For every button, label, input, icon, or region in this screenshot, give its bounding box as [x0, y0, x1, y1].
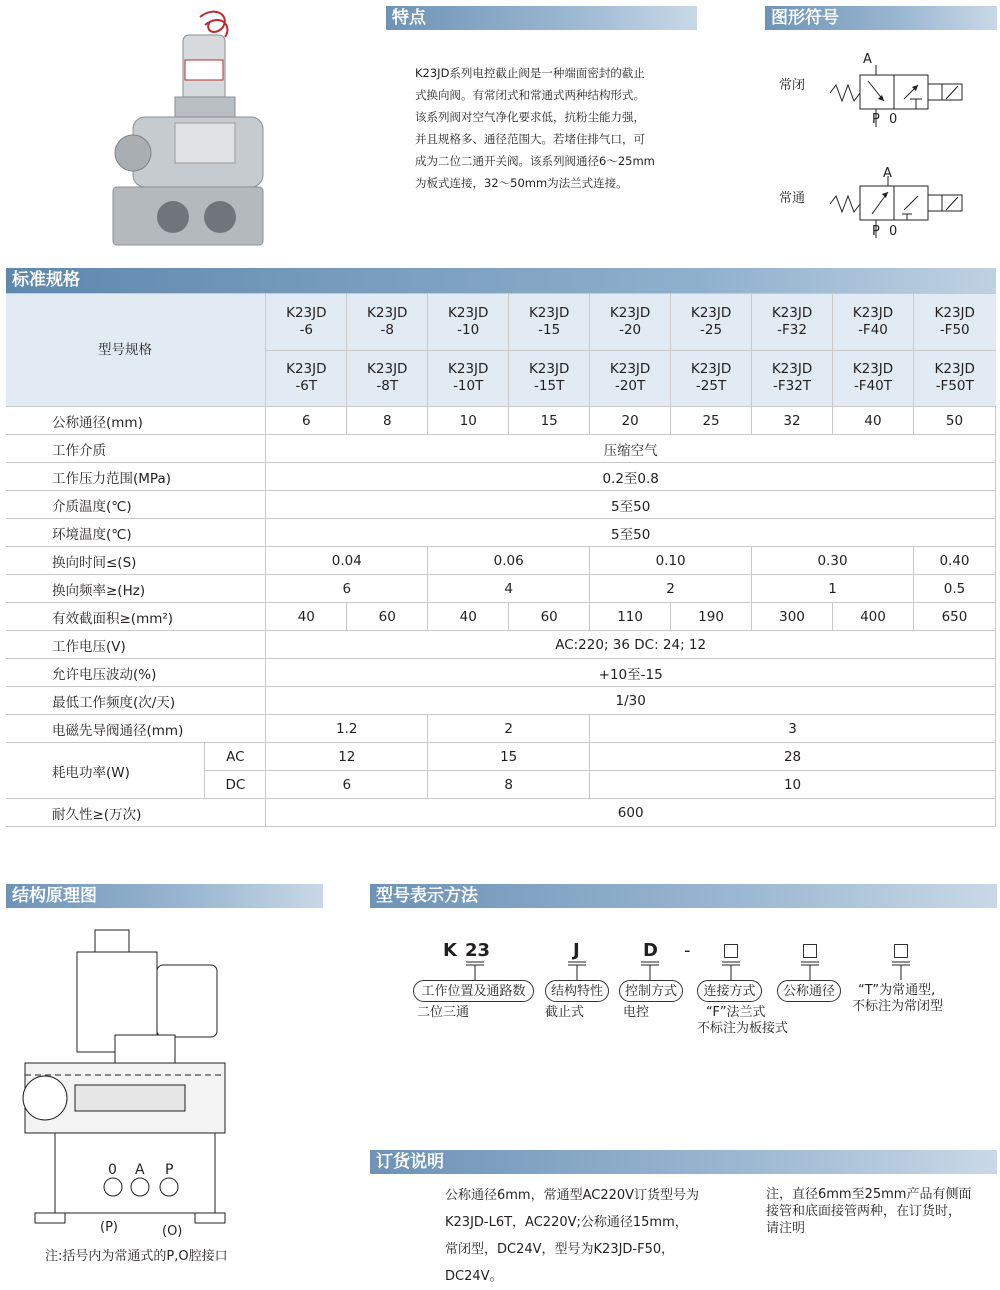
cell: 15 [509, 407, 590, 435]
intro-line: K23JD系列电控截止阀是一种端面密封的截止 [415, 66, 645, 80]
model-cell: K23JD -F40 [833, 294, 914, 351]
pill-connection: 连接方式 [697, 980, 762, 1002]
pill-position-paths: 工作位置及通路数 [413, 980, 534, 1002]
cell: 2 [590, 575, 752, 603]
intro-line: 为板式连接，32～50mm为法兰式连接。 [415, 176, 628, 190]
cell: 25 [671, 407, 752, 435]
code-23: 23 [465, 940, 491, 961]
model-cell: K23JD -8 [347, 294, 428, 351]
cell: 0.5 [913, 575, 995, 603]
sub-connection-f: “F”法兰式 [706, 1005, 766, 1020]
pill-control: 控制方式 [619, 980, 683, 1002]
cell: 40 [428, 603, 509, 631]
order-note [766, 1186, 994, 1237]
cell: 5至50 [266, 491, 996, 519]
symbol-nc-port-a: A [863, 52, 872, 67]
spec-table [6, 293, 996, 827]
row-label: 电磁先导阀通径(mm) [6, 715, 266, 743]
cell: 28 [590, 743, 996, 771]
intro-line: 成为二位二通开关阀。该系列阀通径6～25mm [415, 154, 655, 168]
model-cell: K23JD -8T [347, 350, 428, 407]
cell: 0.10 [590, 547, 752, 575]
cell: 6 [266, 407, 347, 435]
row-label: 最低工作频度(次/天) [6, 687, 266, 715]
symbol-nc-port-0: 0 [889, 112, 898, 127]
cell: 0.30 [752, 547, 914, 575]
row-label: 耗电功率(W) [6, 743, 205, 799]
structure-note: 注:括号内为常通式的P,O腔接口 [45, 1249, 228, 1264]
code-box-connection [724, 944, 738, 958]
cell: 12 [266, 743, 428, 771]
row-label: 换向频率≥(Hz) [6, 575, 266, 603]
code-dash: - [684, 940, 691, 961]
code-connector-lines [0, 958, 1000, 982]
cell: 8 [347, 407, 428, 435]
order-text [445, 1182, 745, 1290]
spec-header: 标准规格 [6, 268, 996, 293]
model-cell: K23JD -10 [428, 294, 509, 351]
cell: 15 [428, 743, 590, 771]
row-label: 工作电压(V) [6, 631, 266, 659]
features-header: 特点 [386, 6, 697, 30]
structure-port-a: A [135, 1162, 145, 1178]
row-label: 环境温度(℃) [6, 519, 266, 547]
cell: 3 [590, 715, 996, 743]
cell: 300 [752, 603, 833, 631]
cell: 2 [428, 715, 590, 743]
cell: 8 [428, 771, 590, 799]
model-cell: K23JD -15 [509, 294, 590, 351]
cell: 10 [428, 407, 509, 435]
order-line: 常闭型，DC24V，型号为K23JD-F50， [445, 1242, 675, 1257]
cell: 600 [266, 799, 996, 827]
cell: +10至-15 [266, 659, 996, 687]
cell: AC:220; 36 DC: 24; 12 [266, 631, 996, 659]
cell: 0.04 [266, 547, 428, 575]
intro-line: 该系列阀对空气净化要求低，抗粉尘能力强， [415, 110, 645, 124]
model-cell: K23JD -6T [266, 350, 347, 407]
code-box-type [894, 944, 908, 958]
model-cell: K23JD -F50T [913, 350, 995, 407]
cell: 0.40 [913, 547, 995, 575]
sub-position: 二位三通 [417, 1005, 470, 1020]
structure-paren-o: (O) [162, 1224, 183, 1239]
cell: 压缩空气 [266, 435, 996, 463]
cell: 650 [913, 603, 995, 631]
cell: 6 [266, 771, 428, 799]
product-photo [105, 5, 275, 250]
code-box-bore [803, 944, 817, 958]
model-cell: K23JD -20 [590, 294, 671, 351]
model-cell: K23JD -F32T [752, 350, 833, 407]
row-label: 介质温度(℃) [6, 491, 266, 519]
code-j: J [573, 940, 580, 961]
row-label: 工作压力范围(MPa) [6, 463, 266, 491]
order-note-line: 接管和底面接管两种，在订货时， [766, 1204, 962, 1219]
model-cell: K23JD -20T [590, 350, 671, 407]
cell: 10 [590, 771, 996, 799]
row-label: 工作介质 [6, 435, 266, 463]
model-cell: K23JD -10T [428, 350, 509, 407]
valve-symbol-nc [828, 55, 968, 130]
symbol-header: 图形符号 [765, 6, 997, 30]
order-header: 订货说明 [370, 1150, 997, 1174]
symbol-no-port-a: A [883, 166, 892, 181]
cell: 20 [590, 407, 671, 435]
cell: 1/30 [266, 687, 996, 715]
row-label: 有效截面积≥(mm²) [6, 603, 266, 631]
symbol-nc-port-p: P [872, 112, 880, 127]
model-label: 型号规格 [6, 294, 266, 407]
cell: 400 [833, 603, 914, 631]
cell: 6 [266, 575, 428, 603]
normally-open-label: 常通 [779, 191, 806, 206]
cell: 190 [671, 603, 752, 631]
model-header: 型号表示方法 [370, 884, 997, 908]
row-sublabel: AC [205, 743, 266, 771]
row-label: 允许电压波动(%) [6, 659, 266, 687]
cell: 5至50 [266, 519, 996, 547]
code-k: K [443, 940, 457, 961]
symbol-no-port-p: P [872, 224, 880, 239]
sub-type-nc: 不标注为常闭型 [852, 999, 944, 1014]
row-label: 公称通径(mm) [6, 407, 266, 435]
sub-structure: 截止式 [545, 1005, 585, 1020]
code-d: D [643, 940, 658, 961]
model-cell: K23JD -6 [266, 294, 347, 351]
row-sublabel: DC [205, 771, 266, 799]
model-cell: K23JD -F50 [913, 294, 995, 351]
model-cell: K23JD -15T [509, 350, 590, 407]
order-line: DC24V。 [445, 1269, 503, 1284]
cell: 32 [752, 407, 833, 435]
cell: 50 [913, 407, 995, 435]
model-cell: K23JD -25T [671, 350, 752, 407]
structure-port-p: P [165, 1162, 174, 1178]
cell: 0.2至0.8 [266, 463, 996, 491]
row-label: 耐久性≥(万次) [6, 799, 266, 827]
cell: 60 [347, 603, 428, 631]
cell: 4 [428, 575, 590, 603]
normally-closed-label: 常闭 [779, 78, 806, 93]
cell: 60 [509, 603, 590, 631]
cell: 0.06 [428, 547, 590, 575]
symbol-no-port-0: 0 [889, 224, 898, 239]
order-note-line: 注，直径6mm至25mm产品有侧面 [766, 1187, 972, 1202]
pill-bore: 公称通径 [777, 980, 841, 1002]
row-label: 换向时间≤(S) [6, 547, 266, 575]
pill-structure: 结构特性 [545, 980, 609, 1002]
order-note-line: 请注明 [766, 1221, 806, 1236]
model-cell: K23JD -25 [671, 294, 752, 351]
intro-line: 并且规格多、通径范围大。若堵住排气口，可 [415, 132, 645, 146]
model-cell: K23JD -F40T [833, 350, 914, 407]
structure-port-0: 0 [108, 1162, 117, 1178]
intro-text [415, 62, 685, 194]
order-line: K23JD-L6T，AC220V;公称通径15mm， [445, 1215, 688, 1230]
cell: 40 [833, 407, 914, 435]
sub-type-t: “T”为常通型, [858, 983, 936, 998]
intro-line: 式换向阀。有常闭式和常通式两种结构形式。 [415, 88, 645, 102]
cell: 1 [752, 575, 914, 603]
structure-header: 结构原理图 [6, 884, 323, 908]
sub-connection-plate: 不标注为板接式 [697, 1021, 789, 1036]
sub-control: 电控 [623, 1005, 650, 1020]
structure-paren-p: (P) [100, 1220, 118, 1235]
model-cell: K23JD -F32 [752, 294, 833, 351]
order-line: 公称通径6mm，常通型AC220V订货型号为 [445, 1188, 700, 1203]
cell: 110 [590, 603, 671, 631]
valve-symbol-no [828, 166, 968, 241]
cell: 40 [266, 603, 347, 631]
cell: 1.2 [266, 715, 428, 743]
